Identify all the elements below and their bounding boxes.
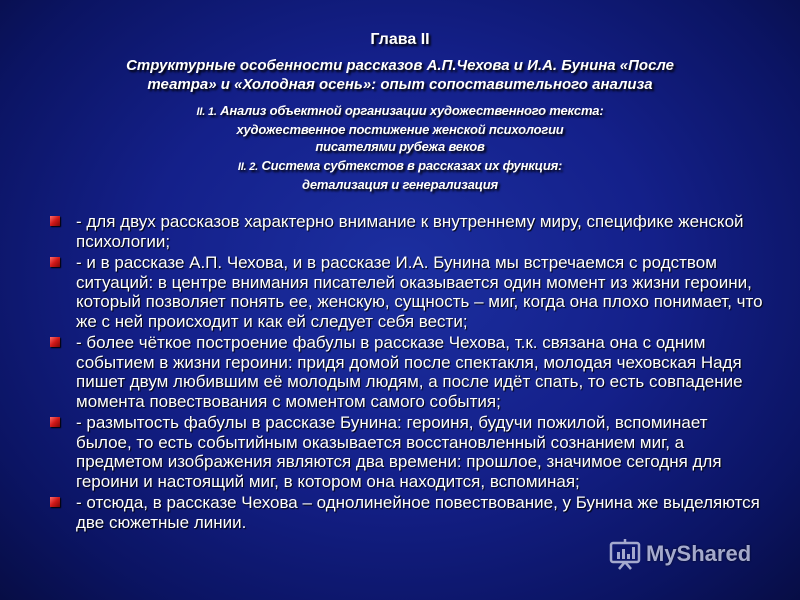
bullet-text: - для двух рассказов характерно внимание к внутреннему миру, специфике женской психологии;	[76, 212, 744, 251]
bullet-item	[48, 253, 763, 331]
slide-header	[40, 30, 760, 193]
presentation-board-icon	[608, 537, 642, 571]
chapter-subtitle-line: театра» и «Холодная осень»: опыт сопоставительного анализа	[147, 76, 653, 93]
bullet-list	[48, 212, 763, 534]
bullet-square-icon	[50, 257, 60, 267]
section-2-number: II. 2.	[237, 161, 259, 173]
chapter-title: Глава II	[370, 31, 430, 48]
watermark-text: MyShared	[646, 541, 752, 566]
section-1-line: писателями рубежа веков	[315, 139, 485, 154]
bullet-item	[48, 493, 763, 532]
section-1-heading	[40, 102, 760, 121]
bullet-text: - и в рассказе А.П. Чехова, и в рассказе И.А. Бунина мы встречаемся с родством ситуаций: в центре внимания писателей оказывается один момент из жизни героини, который позволяет понять ее, женскую, сущность – миг, когда она плохо понимает, что же с ней происходит и как ей следует себя вести;	[76, 253, 763, 331]
section-1-title: Анализ объектной организации художественного текста:	[216, 103, 604, 118]
bullet-item	[48, 413, 763, 491]
bullet-text: - отсюда, в рассказе Чехова – однолинейное повествование, у Бунина же выделяются две сюжетные линии.	[76, 493, 760, 532]
section-1	[40, 102, 760, 155]
chapter-subtitle-line: Структурные особенности рассказов А.П.Чехова и И.А. Бунина «После	[126, 57, 674, 74]
section-2-heading	[40, 157, 760, 176]
chapter-subtitle	[40, 56, 760, 94]
bullet-text: - размытость фабулы в рассказе Бунина: героиня, будучи пожилой, вспоминает былое, то есть событийным оказывается восстановленный сознанием миг, а предметом изображения являются два времени: прошлое, значимое сегодня для героини и настоящий миг, в котором она находится, вспоминая;	[76, 413, 722, 491]
bullet-square-icon	[50, 417, 60, 427]
bullet-square-icon	[50, 216, 60, 226]
bullet-square-icon	[50, 337, 60, 347]
bullet-item	[48, 212, 763, 251]
section-1-number: II. 1.	[196, 106, 217, 118]
bullet-square-icon	[50, 497, 60, 507]
bullet-item	[48, 333, 763, 411]
bullet-text: - более чёткое построение фабулы в рассказе Чехова, т.к. связана она с одним событием в жизни героини: придя домой после спектакля, молодая чеховская Надя пишет двум любившим её молодым людям, а после идёт спать, то есть совпадение момента повествования с моментом самого события;	[76, 333, 743, 411]
section-2	[40, 157, 760, 193]
section-2-title: Система субтекстов в рассказах их функция:	[258, 158, 563, 173]
section-2-line: детализация и генерализация	[301, 177, 498, 192]
watermark	[608, 536, 751, 572]
section-1-line: художественное постижение женской психологии	[236, 122, 564, 137]
